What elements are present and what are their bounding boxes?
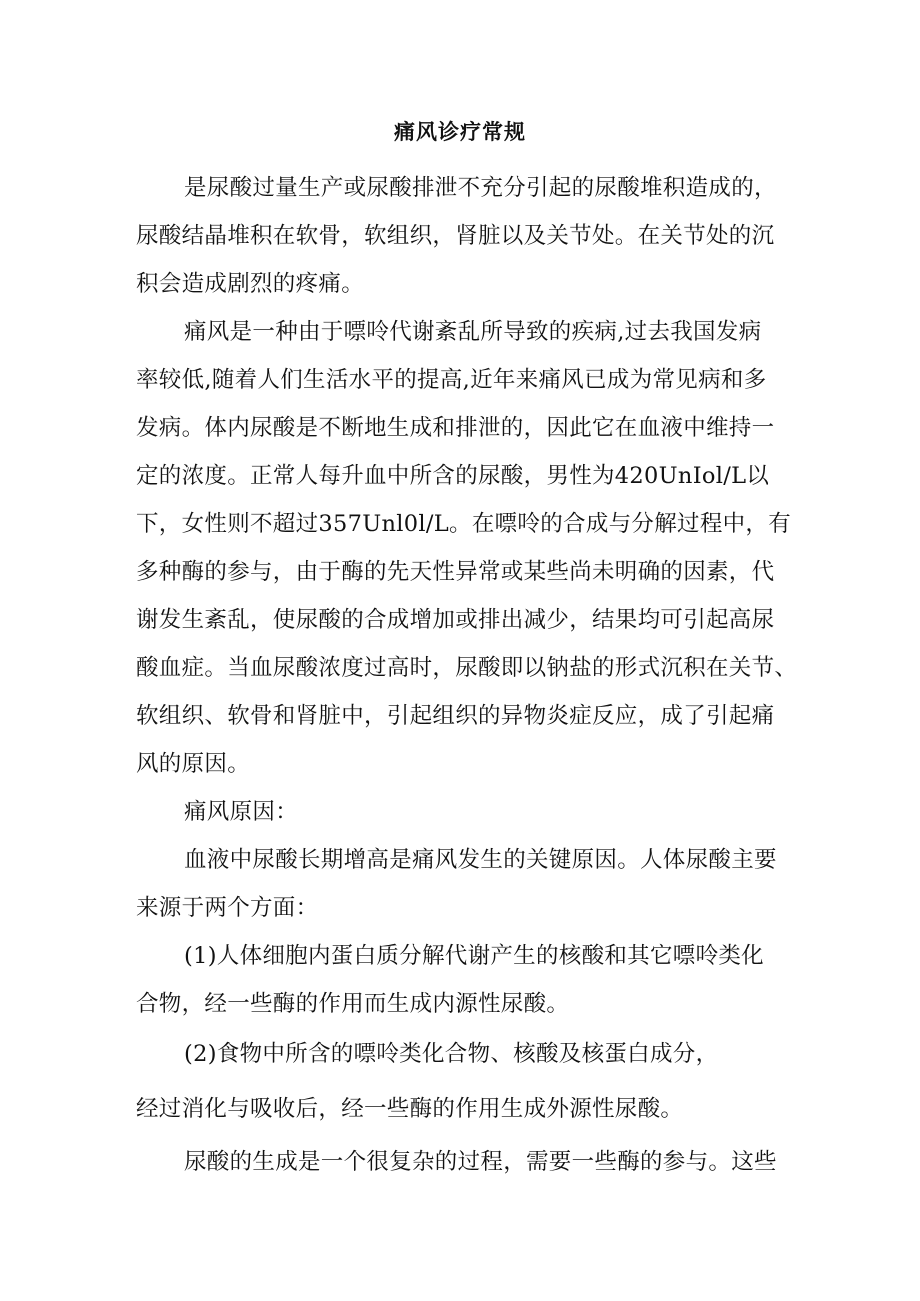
text-line: 谢发生紊乱，使尿酸的合成增加或排出减少，结果均可引起高尿 [136,607,775,633]
section-heading: 痛风原因： [184,799,299,825]
text-line: 痛风是一种由于嘌呤代谢紊乱所导致的疾病,过去我国发病 [184,319,762,345]
text-line: 血液中尿酸长期增高是痛风发生的关键原因。人体尿酸主要 [184,847,777,873]
text-line: (2)食物中所含的嘌呤类化合物、核酸及核蛋白成分， [184,1041,719,1067]
text-line: 积会造成剧烈的疼痛。 [136,271,365,297]
document-title: 痛风诊疗常规 [394,119,526,144]
text-line: 下，女性则不超过357Unl0l/L。在嘌呤的合成与分解过程中，有 [136,511,792,537]
text-line: 定的浓度。正常人每升血中所含的尿酸，男性为420UnIol/L以 [136,463,770,489]
text-line: 风的原因。 [136,751,251,777]
text-line: 是尿酸过量生产或尿酸排泄不充分引起的尿酸堆积造成的， [184,175,777,201]
text-line: 尿酸结晶堆积在软骨，软组织，肾脏以及关节处。在关节处的沉 [136,223,775,249]
text-line: 酸血症。当血尿酸浓度过高时，尿酸即以钠盐的形式沉积在关节、 [136,655,798,681]
text-line: 尿酸的生成是一个很复杂的过程，需要一些酶的参与。这些 [184,1149,777,1175]
text-line: 多种酶的参与，由于酶的先天性异常或某些尚未明确的因素，代 [136,559,775,585]
text-line: 经过消化与吸收后，经一些酶的作用生成外源性尿酸。 [136,1096,684,1122]
text-line: 率较低,随着人们生活水平的提高,近年来痛风已成为常见病和多 [136,367,767,393]
text-line: 软组织、软骨和肾脏中，引起组织的异物炎症反应，成了引起痛 [136,703,775,729]
text-line: 来源于两个方面： [136,895,319,921]
text-line: 发病。体内尿酸是不断地生成和排泄的，因此它在血液中维持一 [136,415,775,441]
text-line: (1)人体细胞内蛋白质分解代谢产生的核酸和其它嘌呤类化 [184,943,764,969]
text-line: 合物，经一些酶的作用而生成内源性尿酸。 [136,991,570,1017]
